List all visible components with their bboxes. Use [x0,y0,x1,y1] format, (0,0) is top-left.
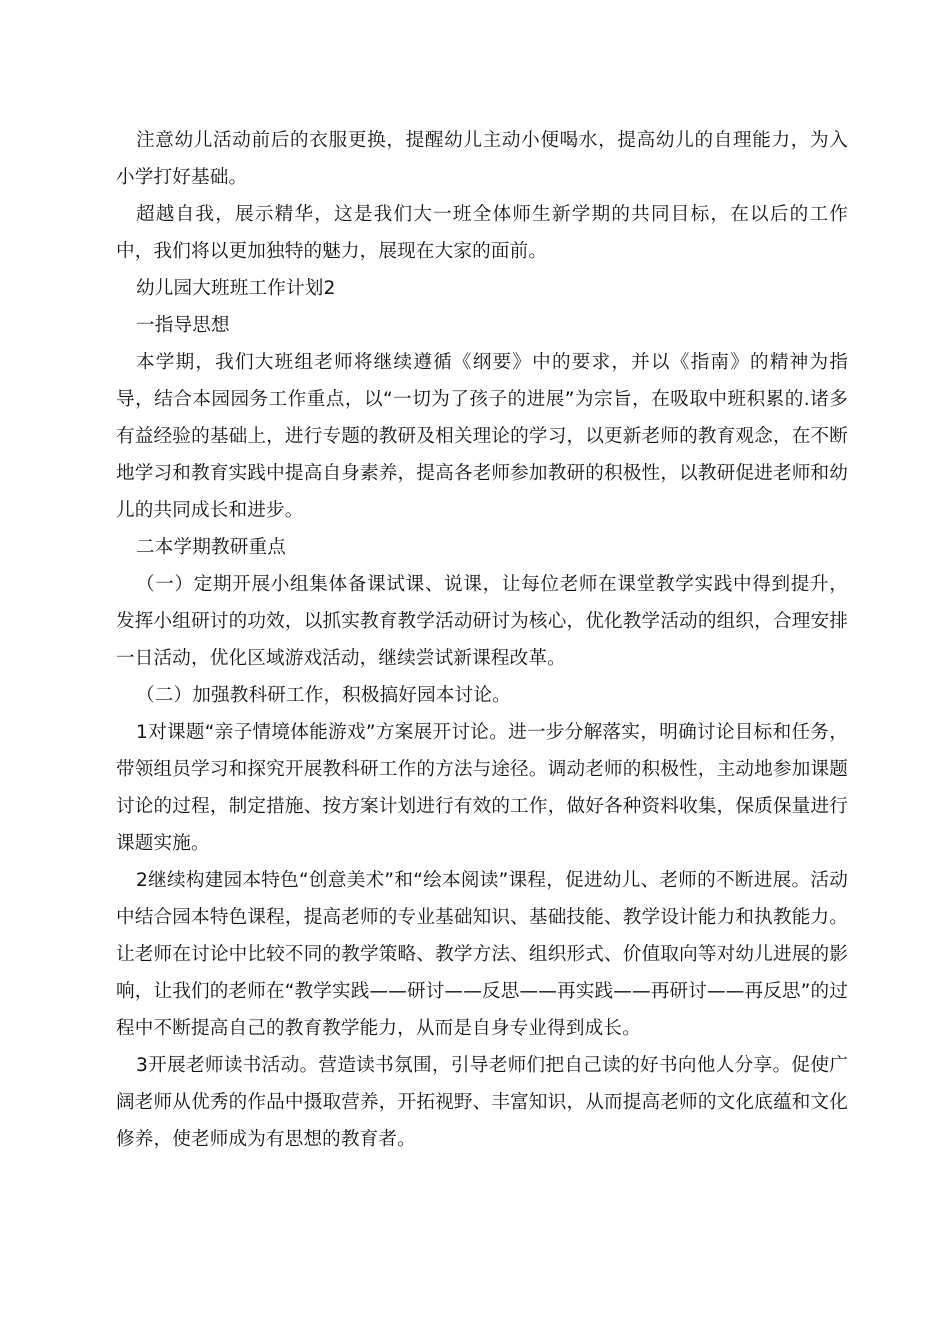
section-heading-research-focus: 二本学期教研重点 [136,537,286,558]
paragraph-guiding-ideology: 本学期，我们大班组老师将继续遵循《纲要》中的要求，并以《指南》的精神为指导，结合本园园务工作重点，以“一切为了孩子的进展”为宗旨，在吸取中班积累的.诸多有益经验的基础上，进行专题的教研及相关理论的学习，以更新老师的教育观念，在不断地学习和教育实践中提高自身素养，提高各老师参加教研的积极性，以教研促进老师和幼儿的共同成长和进步。 [116,352,848,521]
document-body [116,122,848,1158]
paragraph-research-work: （二）加强教科研工作，积极搞好园本讨论。 [136,685,511,706]
paragraph-item-3: 3开展老师读书活动。营造读书氛围，引导老师们把自己读的好书向他人分享。促使广阔老师从优秀的作品中摄取营养，开拓视野、丰富知识，从而提高老师的文化底蕴和文化修养，使老师成为有思想的教育者。 [116,1055,848,1150]
plan-title: 幼儿园大班班工作计划2 [136,278,336,299]
paragraph-lesson-prep: （一）定期开展小组集体备课试课、说课，让每位老师在课堂教学实践中得到提升，发挥小组研讨的功效，以抓实教育教学活动研讨为核心，优化教学活动的组织，合理安排一日活动，优化区域游戏活动，继续尝试新课程改革。 [116,574,848,669]
paragraph-item-1: 1对课题“亲子情境体能游戏”方案展开讨论。进一步分解落实，明确讨论目标和任务，带领组员学习和探究开展教科研工作的方法与途径。调动老师的积极性，主动地参加课题讨论的过程，制定措施、按方案计划进行有效的工作，做好各种资料收集，保质保量进行课题实施。 [116,722,848,854]
section-heading-guiding-ideology: 一指导思想 [136,315,230,336]
paragraph-item-2: 2继续构建园本特色“创意美术”和“绘本阅读”课程，促进幼儿、老师的不断进展。活动中结合园本特色课程，提高老师的专业基础知识、基础技能、教学设计能力和执教能力。让老师在讨论中比较不同的教学策略、教学方法、组织形式、价值取向等对幼儿进展的影响，让我们的老师在“教学实践——研讨——反思——再实践——再研讨——再反思”的过程中不断提高自己的教育教学能力，从而是自身专业得到成长。 [116,870,848,1039]
paragraph-self-care: 注意幼儿活动前后的衣服更换，提醒幼儿主动小便喝水，提高幼儿的自理能力，为入小学打好基础。 [116,130,848,188]
paragraph-goal: 超越自我，展示精华，这是我们大一班全体师生新学期的共同目标，在以后的工作中，我们将以更加独特的魅力，展现在大家的面前。 [116,204,848,262]
